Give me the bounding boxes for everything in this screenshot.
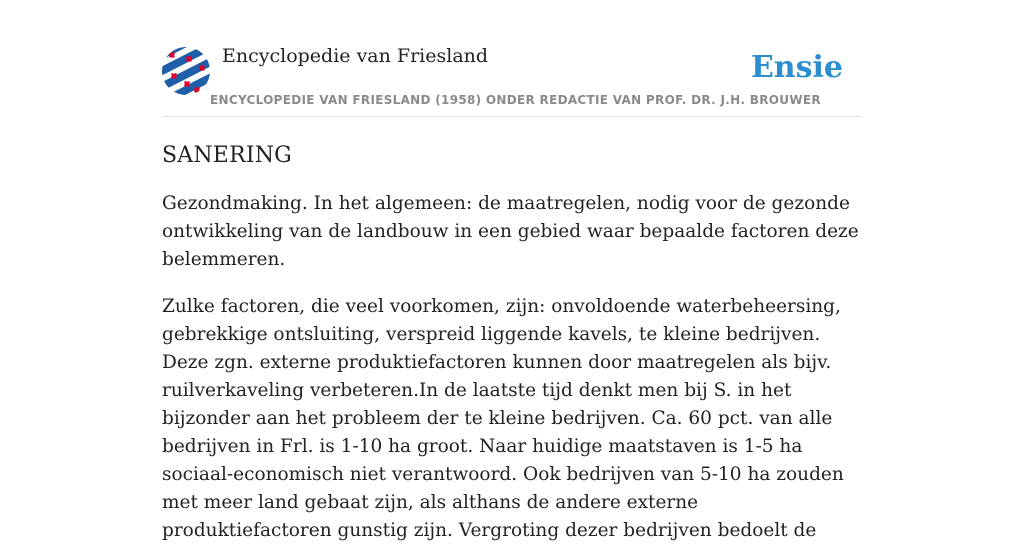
source-subtitle: ENCYCLOPEDIE VAN FRIESLAND (1958) ONDER REDACTIE VAN PROF. DR. J.H. BROUWER (210, 93, 821, 107)
article-paragraph: Zulke factoren, die veel voorkomen, zijn: onvoldoende waterbeheersing, gebrekkige ontsluiting, verspreid liggende kavels, te kleine bedrijven. Deze zgn. externe produktiefactoren kunnen door maatregelen als bijv. ruilverkaveling verbeteren.In de laatste tijd denkt men bij S. in het bijzonder aan het probleem der te kleine bedrijven. Ca. 60 pct. van alle bedrijven in Frl. is 1-10 ha groot. Naar huidige maatstaven is 1-5 ha sociaal-economisch niet verantwoord. Ook bedrijven van 5-10 ha zouden met meer land gebaat zijn, als althans de andere externe produktiefactoren gunstig zijn. Vergroting dezer bedrijven bedoelt de (162, 296, 844, 541)
article-title: SANERING (162, 143, 292, 168)
source-title[interactable]: Encyclopedie van Friesland (222, 45, 489, 67)
frisian-flag-icon[interactable] (162, 47, 210, 95)
article-paragraph: Gezondmaking. In het algemeen: de maatregelen, nodig voor de gezonde ontwikkeling van de landbouw in een gebied waar bepaalde factoren deze belemmeren. (162, 193, 859, 270)
content-container (162, 0, 862, 545)
brand-logo[interactable]: Ensie (750, 50, 843, 85)
header (162, 0, 862, 117)
